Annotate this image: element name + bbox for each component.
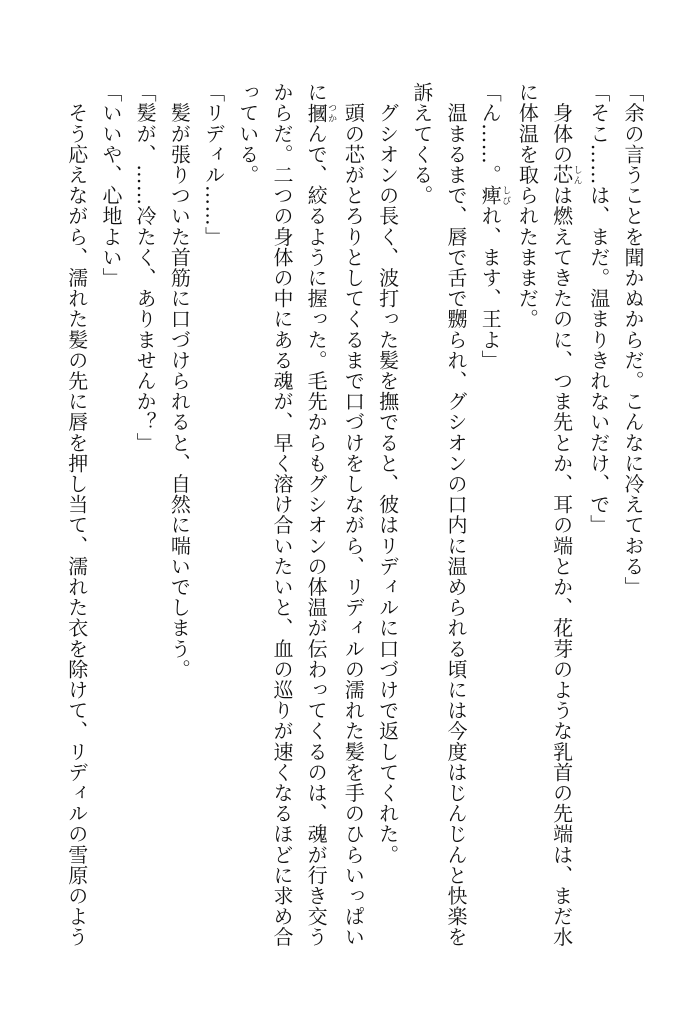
ruby-base: 芯	[549, 164, 574, 186]
text-segment: は燃えてきたのに、つま先とか、耳の端とか、花芽のような乳首の先端は、まだ水	[549, 185, 574, 948]
text-line: 「そこ……は、まだ。温まりきれないだけ、で」	[586, 82, 611, 536]
ruby-reading: しん	[571, 164, 582, 185]
text-line: 「いいや、心地よい」	[98, 82, 123, 288]
text-line: 「リディル……」	[201, 82, 226, 247]
text-line: 訴えてくる。	[409, 82, 434, 206]
text-line: 髪が張りついた首筋に口づけられると、自然に喘いでしまう。	[167, 82, 192, 680]
text-segment: 「ん……。	[478, 82, 503, 185]
text-line: に体温を取られたままだ。	[515, 82, 540, 330]
text-segment: に	[304, 82, 329, 103]
text-line: 温まるまで、唇で舌で嬲られ、グシオンの口内に温められる頃には今度はじんじんと快楽を	[443, 82, 468, 948]
vertical-text-body	[60, 82, 650, 952]
text-line: そう応えながら、濡れた髪の先に唇を押し当て、濡れた衣を除けて、リディルの雪原のよう	[64, 82, 89, 948]
ruby-word	[549, 164, 582, 186]
text-line: からだ。二つの身体の中にある魂が、早く溶け合いたいと、血の巡りが速くなるほどに求め合	[269, 82, 294, 948]
text-line	[473, 82, 510, 952]
text-segment: 身体の	[549, 82, 574, 165]
text-line: グシオンの長く、波打った髪を撫でると、彼はリディルに口づけで返してくれた。	[375, 82, 400, 865]
ruby-word	[478, 185, 511, 206]
ruby-reading: つか	[326, 102, 337, 124]
text-segment: んで、絞るように握った。毛先からもグシオンの体温が伝わってくるのは、魂が行き交う	[304, 123, 329, 948]
ruby-reading: しび	[500, 185, 511, 206]
text-line: 「余の言うことを聞かぬからだ。こんなに冷えておる」	[621, 82, 645, 597]
text-line: 頭の芯がとろりとしてくるまで口づけをしながら、リディルの濡れた髪を手のひらいっぱい	[341, 82, 366, 948]
ruby-word	[304, 102, 337, 124]
ruby-base: 痺	[478, 185, 503, 206]
text-line	[299, 82, 336, 952]
text-line: っている。	[235, 82, 260, 185]
ruby-base: 摑	[304, 102, 329, 124]
text-segment: れ、ます、王よ」	[478, 205, 503, 371]
text-line: 「髪が、……冷たく、ありませんか？」	[133, 82, 158, 453]
text-line	[544, 82, 581, 952]
